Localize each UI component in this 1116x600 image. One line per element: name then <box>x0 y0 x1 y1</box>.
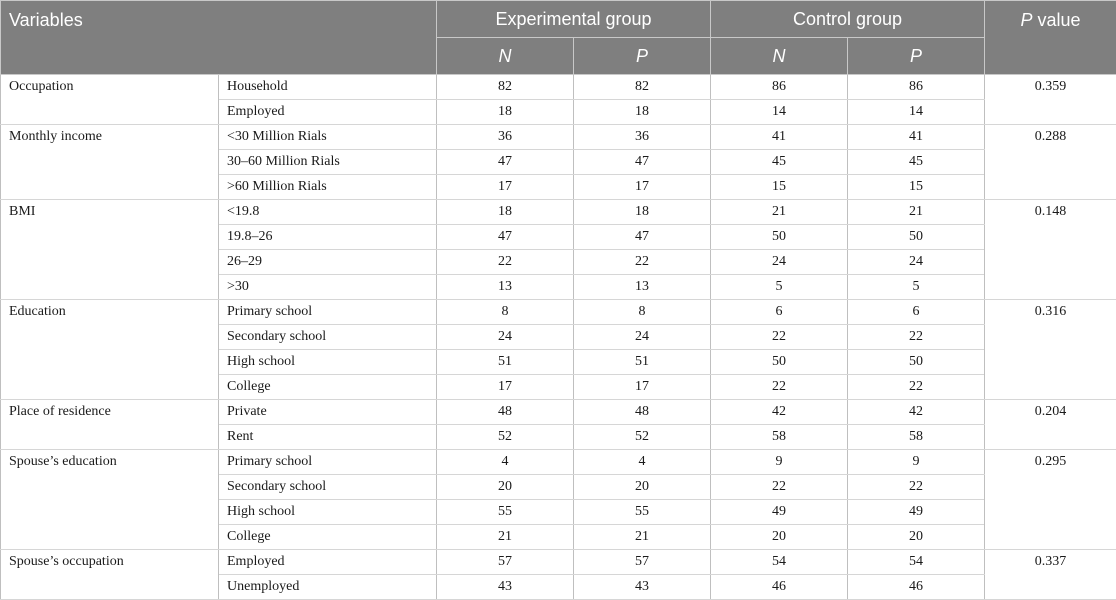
table-row <box>1 300 1116 325</box>
exp-n-cell: 52 <box>437 425 574 450</box>
table-body <box>1 75 1116 600</box>
ctrl-n-cell: 21 <box>711 200 848 225</box>
variable-name: Education <box>1 300 219 400</box>
category-cell: <30 Million Rials <box>219 125 437 150</box>
exp-p-cell: 47 <box>574 225 711 250</box>
exp-p-cell: 17 <box>574 375 711 400</box>
exp-p-cell: 22 <box>574 250 711 275</box>
category-cell: Primary school <box>219 300 437 325</box>
category-cell: High school <box>219 500 437 525</box>
header-exp-p: P <box>574 38 711 75</box>
exp-p-cell: 36 <box>574 125 711 150</box>
exp-n-cell: 82 <box>437 75 574 100</box>
exp-p-cell: 4 <box>574 450 711 475</box>
ctrl-n-cell: 50 <box>711 350 848 375</box>
exp-n-cell: 20 <box>437 475 574 500</box>
exp-n-cell: 47 <box>437 150 574 175</box>
exp-p-cell: 18 <box>574 200 711 225</box>
exp-p-cell: 8 <box>574 300 711 325</box>
exp-p-cell: 13 <box>574 275 711 300</box>
exp-n-cell: 8 <box>437 300 574 325</box>
exp-n-cell: 36 <box>437 125 574 150</box>
exp-p-cell: 82 <box>574 75 711 100</box>
ctrl-p-cell: 5 <box>848 275 985 300</box>
p-value-cell: 0.359 <box>985 75 1116 125</box>
table-row <box>1 450 1116 475</box>
category-cell: Unemployed <box>219 575 437 600</box>
exp-n-cell: 18 <box>437 200 574 225</box>
exp-n-cell: 21 <box>437 525 574 550</box>
ctrl-n-cell: 46 <box>711 575 848 600</box>
ctrl-n-cell: 14 <box>711 100 848 125</box>
ctrl-p-cell: 22 <box>848 325 985 350</box>
ctrl-n-cell: 54 <box>711 550 848 575</box>
table-row <box>1 125 1116 150</box>
exp-p-cell: 18 <box>574 100 711 125</box>
table-header <box>1 1 1116 75</box>
variable-name: Spouse’s occupation <box>1 550 219 600</box>
exp-n-cell: 17 <box>437 175 574 200</box>
category-cell: 19.8–26 <box>219 225 437 250</box>
exp-n-cell: 4 <box>437 450 574 475</box>
ctrl-p-cell: 50 <box>848 350 985 375</box>
p-value-cell: 0.316 <box>985 300 1116 400</box>
ctrl-p-cell: 86 <box>848 75 985 100</box>
ctrl-n-cell: 24 <box>711 250 848 275</box>
exp-n-cell: 22 <box>437 250 574 275</box>
ctrl-p-cell: 14 <box>848 100 985 125</box>
ctrl-n-cell: 15 <box>711 175 848 200</box>
exp-n-cell: 55 <box>437 500 574 525</box>
ctrl-p-cell: 22 <box>848 375 985 400</box>
ctrl-p-cell: 58 <box>848 425 985 450</box>
ctrl-n-cell: 22 <box>711 475 848 500</box>
ctrl-p-cell: 45 <box>848 150 985 175</box>
ctrl-p-cell: 22 <box>848 475 985 500</box>
exp-p-cell: 43 <box>574 575 711 600</box>
ctrl-p-cell: 9 <box>848 450 985 475</box>
ctrl-n-cell: 9 <box>711 450 848 475</box>
exp-p-cell: 48 <box>574 400 711 425</box>
exp-n-cell: 48 <box>437 400 574 425</box>
header-variables: Variables <box>1 1 437 75</box>
category-cell: 30–60 Million Rials <box>219 150 437 175</box>
variable-name: Occupation <box>1 75 219 125</box>
ctrl-p-cell: 54 <box>848 550 985 575</box>
ctrl-n-cell: 6 <box>711 300 848 325</box>
header-p-value <box>985 1 1116 75</box>
header-p-value-word: value <box>1033 10 1081 30</box>
p-value-cell: 0.337 <box>985 550 1116 600</box>
header-experimental-group: Experimental group <box>437 1 711 38</box>
variable-name: Spouse’s education <box>1 450 219 550</box>
category-cell: >60 Million Rials <box>219 175 437 200</box>
header-exp-n: N <box>437 38 574 75</box>
header-ctrl-n: N <box>711 38 848 75</box>
exp-p-cell: 57 <box>574 550 711 575</box>
exp-n-cell: 13 <box>437 275 574 300</box>
exp-p-cell: 21 <box>574 525 711 550</box>
table-row <box>1 75 1116 100</box>
exp-n-cell: 43 <box>437 575 574 600</box>
category-cell: Employed <box>219 100 437 125</box>
category-cell: College <box>219 525 437 550</box>
ctrl-n-cell: 41 <box>711 125 848 150</box>
p-value-cell: 0.148 <box>985 200 1116 300</box>
ctrl-p-cell: 42 <box>848 400 985 425</box>
table-row <box>1 550 1116 575</box>
category-cell: Secondary school <box>219 325 437 350</box>
ctrl-p-cell: 21 <box>848 200 985 225</box>
exp-n-cell: 18 <box>437 100 574 125</box>
category-cell: >30 <box>219 275 437 300</box>
exp-p-cell: 51 <box>574 350 711 375</box>
ctrl-n-cell: 58 <box>711 425 848 450</box>
category-cell: Primary school <box>219 450 437 475</box>
category-cell: Secondary school <box>219 475 437 500</box>
ctrl-p-cell: 20 <box>848 525 985 550</box>
ctrl-p-cell: 41 <box>848 125 985 150</box>
category-cell: High school <box>219 350 437 375</box>
ctrl-p-cell: 24 <box>848 250 985 275</box>
ctrl-p-cell: 46 <box>848 575 985 600</box>
exp-n-cell: 51 <box>437 350 574 375</box>
exp-p-cell: 17 <box>574 175 711 200</box>
ctrl-n-cell: 45 <box>711 150 848 175</box>
header-ctrl-p: P <box>848 38 985 75</box>
p-value-cell: 0.288 <box>985 125 1116 200</box>
category-cell: <19.8 <box>219 200 437 225</box>
header-p-value-symbol: P <box>1020 10 1032 30</box>
p-value-cell: 0.204 <box>985 400 1116 450</box>
exp-p-cell: 47 <box>574 150 711 175</box>
category-cell: Private <box>219 400 437 425</box>
table-row <box>1 200 1116 225</box>
ctrl-p-cell: 49 <box>848 500 985 525</box>
exp-p-cell: 52 <box>574 425 711 450</box>
variable-name: Monthly income <box>1 125 219 200</box>
ctrl-n-cell: 49 <box>711 500 848 525</box>
exp-n-cell: 17 <box>437 375 574 400</box>
ctrl-n-cell: 42 <box>711 400 848 425</box>
ctrl-n-cell: 20 <box>711 525 848 550</box>
ctrl-n-cell: 86 <box>711 75 848 100</box>
category-cell: 26–29 <box>219 250 437 275</box>
p-value-cell: 0.295 <box>985 450 1116 550</box>
category-cell: Employed <box>219 550 437 575</box>
variable-name: Place of residence <box>1 400 219 450</box>
ctrl-n-cell: 22 <box>711 375 848 400</box>
category-cell: Rent <box>219 425 437 450</box>
variable-name: BMI <box>1 200 219 300</box>
category-cell: Household <box>219 75 437 100</box>
ctrl-p-cell: 6 <box>848 300 985 325</box>
exp-n-cell: 57 <box>437 550 574 575</box>
exp-p-cell: 24 <box>574 325 711 350</box>
header-control-group: Control group <box>711 1 985 38</box>
exp-p-cell: 55 <box>574 500 711 525</box>
ctrl-n-cell: 22 <box>711 325 848 350</box>
ctrl-n-cell: 50 <box>711 225 848 250</box>
ctrl-p-cell: 15 <box>848 175 985 200</box>
exp-n-cell: 47 <box>437 225 574 250</box>
ctrl-n-cell: 5 <box>711 275 848 300</box>
ctrl-p-cell: 50 <box>848 225 985 250</box>
exp-n-cell: 24 <box>437 325 574 350</box>
table-row <box>1 400 1116 425</box>
exp-p-cell: 20 <box>574 475 711 500</box>
category-cell: College <box>219 375 437 400</box>
